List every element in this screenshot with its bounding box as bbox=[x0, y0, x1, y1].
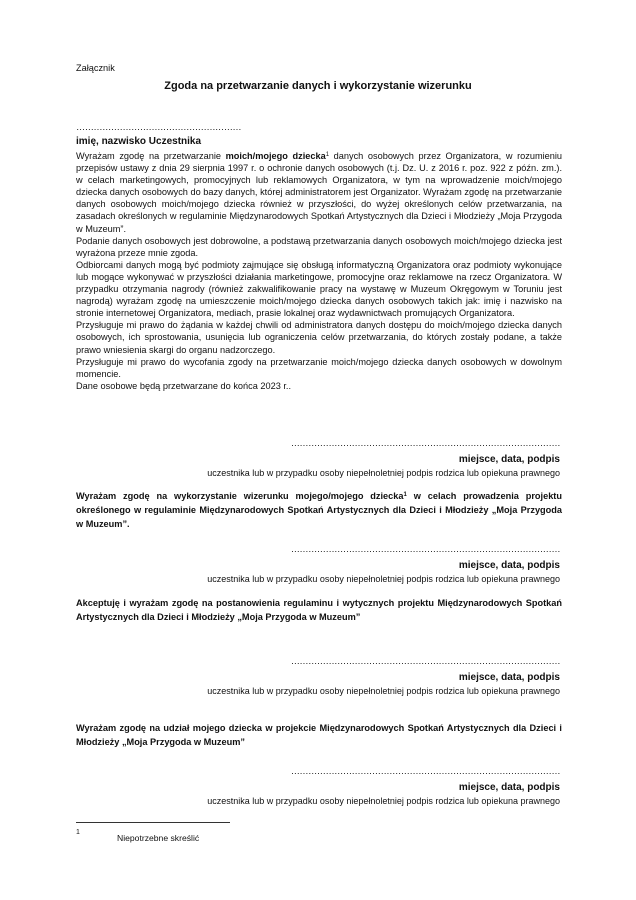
signature-line: ………………………………………………………………………………… bbox=[290, 544, 560, 554]
signature-place-label: miejsce, data, podpis bbox=[458, 672, 560, 683]
footnote-separator bbox=[76, 822, 230, 823]
signature-line: ………………………………………………………………………………… bbox=[290, 656, 560, 666]
signature-place-label: miejsce, data, podpis bbox=[458, 560, 560, 571]
participation-consent: Wyrażam zgodę na udział mojego dziecka w projekcie Międzynarodowych Spotkań Artystycznych dla Dzieci i Młodzieży „Moja Przygoda w Muzeum” bbox=[76, 723, 562, 747]
signature-parent-label: uczestnika lub w przypadku osoby niepełnoletniej podpis rodzica lub opiekuna prawnego bbox=[207, 574, 560, 584]
signature-block-3 bbox=[140, 655, 560, 698]
footnote-text: Niepotrzebne skreślić bbox=[117, 833, 200, 843]
paragraph-recipients: Odbiorcami danych mogą być podmioty zajmujące się obsługą informatyczną Organizatora oraz podmioty wykonujące lub mogące wykonywać w przyszłości działania marketingowe, promocyjne oraz reklamowe na rzecz Organizatora. W przypadku otrzymania nagrody (również zakwalifikowanie pracy na wystawę w Muzeum Okręgowym w Toruniu jest nagrodą) wyrażam zgodę na umieszczenie moich/mojego dziecka danych osobowych takich jak: imię i nazwisko na stronie internetowej Organizatora, mediach, prasie lokalnej oraz wydawnictwach promujących Organizatora. bbox=[76, 259, 562, 319]
paragraph-withdrawal: Przysługuje mi prawo do wycofania zgody na przetwarzanie moich/mojego dziecka danych osobowych w dowolnym momencie. bbox=[76, 356, 562, 379]
participant-name-label: imię, nazwisko Uczestnika bbox=[76, 136, 202, 147]
signature-parent-label: uczestnika lub w przypadku osoby niepełnoletniej podpis rodzica lub opiekuna prawnego bbox=[207, 468, 560, 478]
footnote-ref: 1 bbox=[403, 492, 407, 498]
paragraph-consent-rest: danych osobowych przez Organizatora, w rozumieniu przepisów ustawy z dnia 29 sierpnia 1997 r. o ochronie danych osobowych (t.j. Dz. U. z 2016 r. poz. 922 z późn. zm.). w celach marketingowych, promocyjnych lub reklamowych Organizatora, w tym na wprowadzenie moich/mojego dziecka danych osobowych do bazy danych, której administratorem jest Organizator. Wyrażam zgodę na przetwarzanie danych osobowych moich/mojego dziecka również w przyszłości, do wyżej określonych celów przetwarzania, na zasadach określonych w regulaminie Międzynarodowych Spotkań Artystycznych dla Dzieci i Młodzieży „Moja Przygoda w Muzeum”. bbox=[76, 151, 563, 234]
image-consent bbox=[76, 489, 562, 531]
paragraph-consent-bold: moich/mojego dziecka bbox=[225, 151, 326, 161]
participant-name-line: ………………………………………………… bbox=[76, 122, 242, 132]
signature-block-1 bbox=[140, 437, 560, 480]
image-consent-start: Wyrażam zgodę na wykorzystanie wizerunku mojego/mojego dziecka bbox=[76, 491, 404, 501]
footnote-ref: 1 bbox=[325, 152, 330, 158]
image-consent-rest: w celach prowadzenia projektu określonego w regulaminie Międzynarodowych Spotkań Artystycznych dla Dzieci i Młodzieży „Moja Przygoda w Muzeum”. bbox=[76, 491, 562, 529]
signature-line: ………………………………………………………………………………… bbox=[290, 766, 560, 776]
attachment-label: Załącznik bbox=[76, 63, 115, 73]
signature-parent-label: uczestnika lub w przypadku osoby niepełnoletniej podpis rodzica lub opiekuna prawnego bbox=[207, 796, 560, 806]
data-processing-clause bbox=[76, 150, 562, 392]
paragraph-voluntary: Podanie danych osobowych jest dobrowolne, a podstawą przetwarzania danych osobowych moich/mojego dziecka jest wyrażona przeze mnie zgoda. bbox=[76, 235, 562, 258]
document-title: Zgoda na przetwarzanie danych i wykorzystanie wizerunku bbox=[164, 80, 472, 92]
signature-parent-label: uczestnika lub w przypadku osoby niepełnoletniej podpis rodzica lub opiekuna prawnego bbox=[207, 686, 560, 696]
paragraph-consent-start: Wyrażam zgodę na przetwarzanie bbox=[76, 151, 226, 161]
signature-block-2 bbox=[140, 543, 560, 586]
signature-place-label: miejsce, data, podpis bbox=[458, 782, 560, 793]
signature-block-4 bbox=[140, 765, 560, 808]
signature-line: ………………………………………………………………………………… bbox=[290, 438, 560, 448]
paragraph-access-rights: Przysługuje mi prawo do żądania w każdej chwili od administratora danych dostępu do moich/mojego dziecka danych osobowych, ich sprostowania, usunięcia lub ograniczenia celów przetwarzania, do których zostały podane, a także prawo wniesienia skargi do organu nadzorczego. bbox=[76, 320, 562, 355]
rules-consent: Akceptuję i wyrażam zgodę na postanowienia regulaminu i wytycznych projektu Międzynarodowych Spotkań Artystycznych dla Dzieci i Młodzieży „Moja Przygoda w Muzeum” bbox=[76, 598, 562, 622]
paragraph-consent bbox=[76, 150, 562, 235]
signature-place-label: miejsce, data, podpis bbox=[458, 454, 560, 465]
footnote-number: 1 bbox=[76, 829, 80, 836]
paragraph-retention: Dane osobowe będą przetwarzane do końca 2023 r.. bbox=[76, 380, 292, 391]
